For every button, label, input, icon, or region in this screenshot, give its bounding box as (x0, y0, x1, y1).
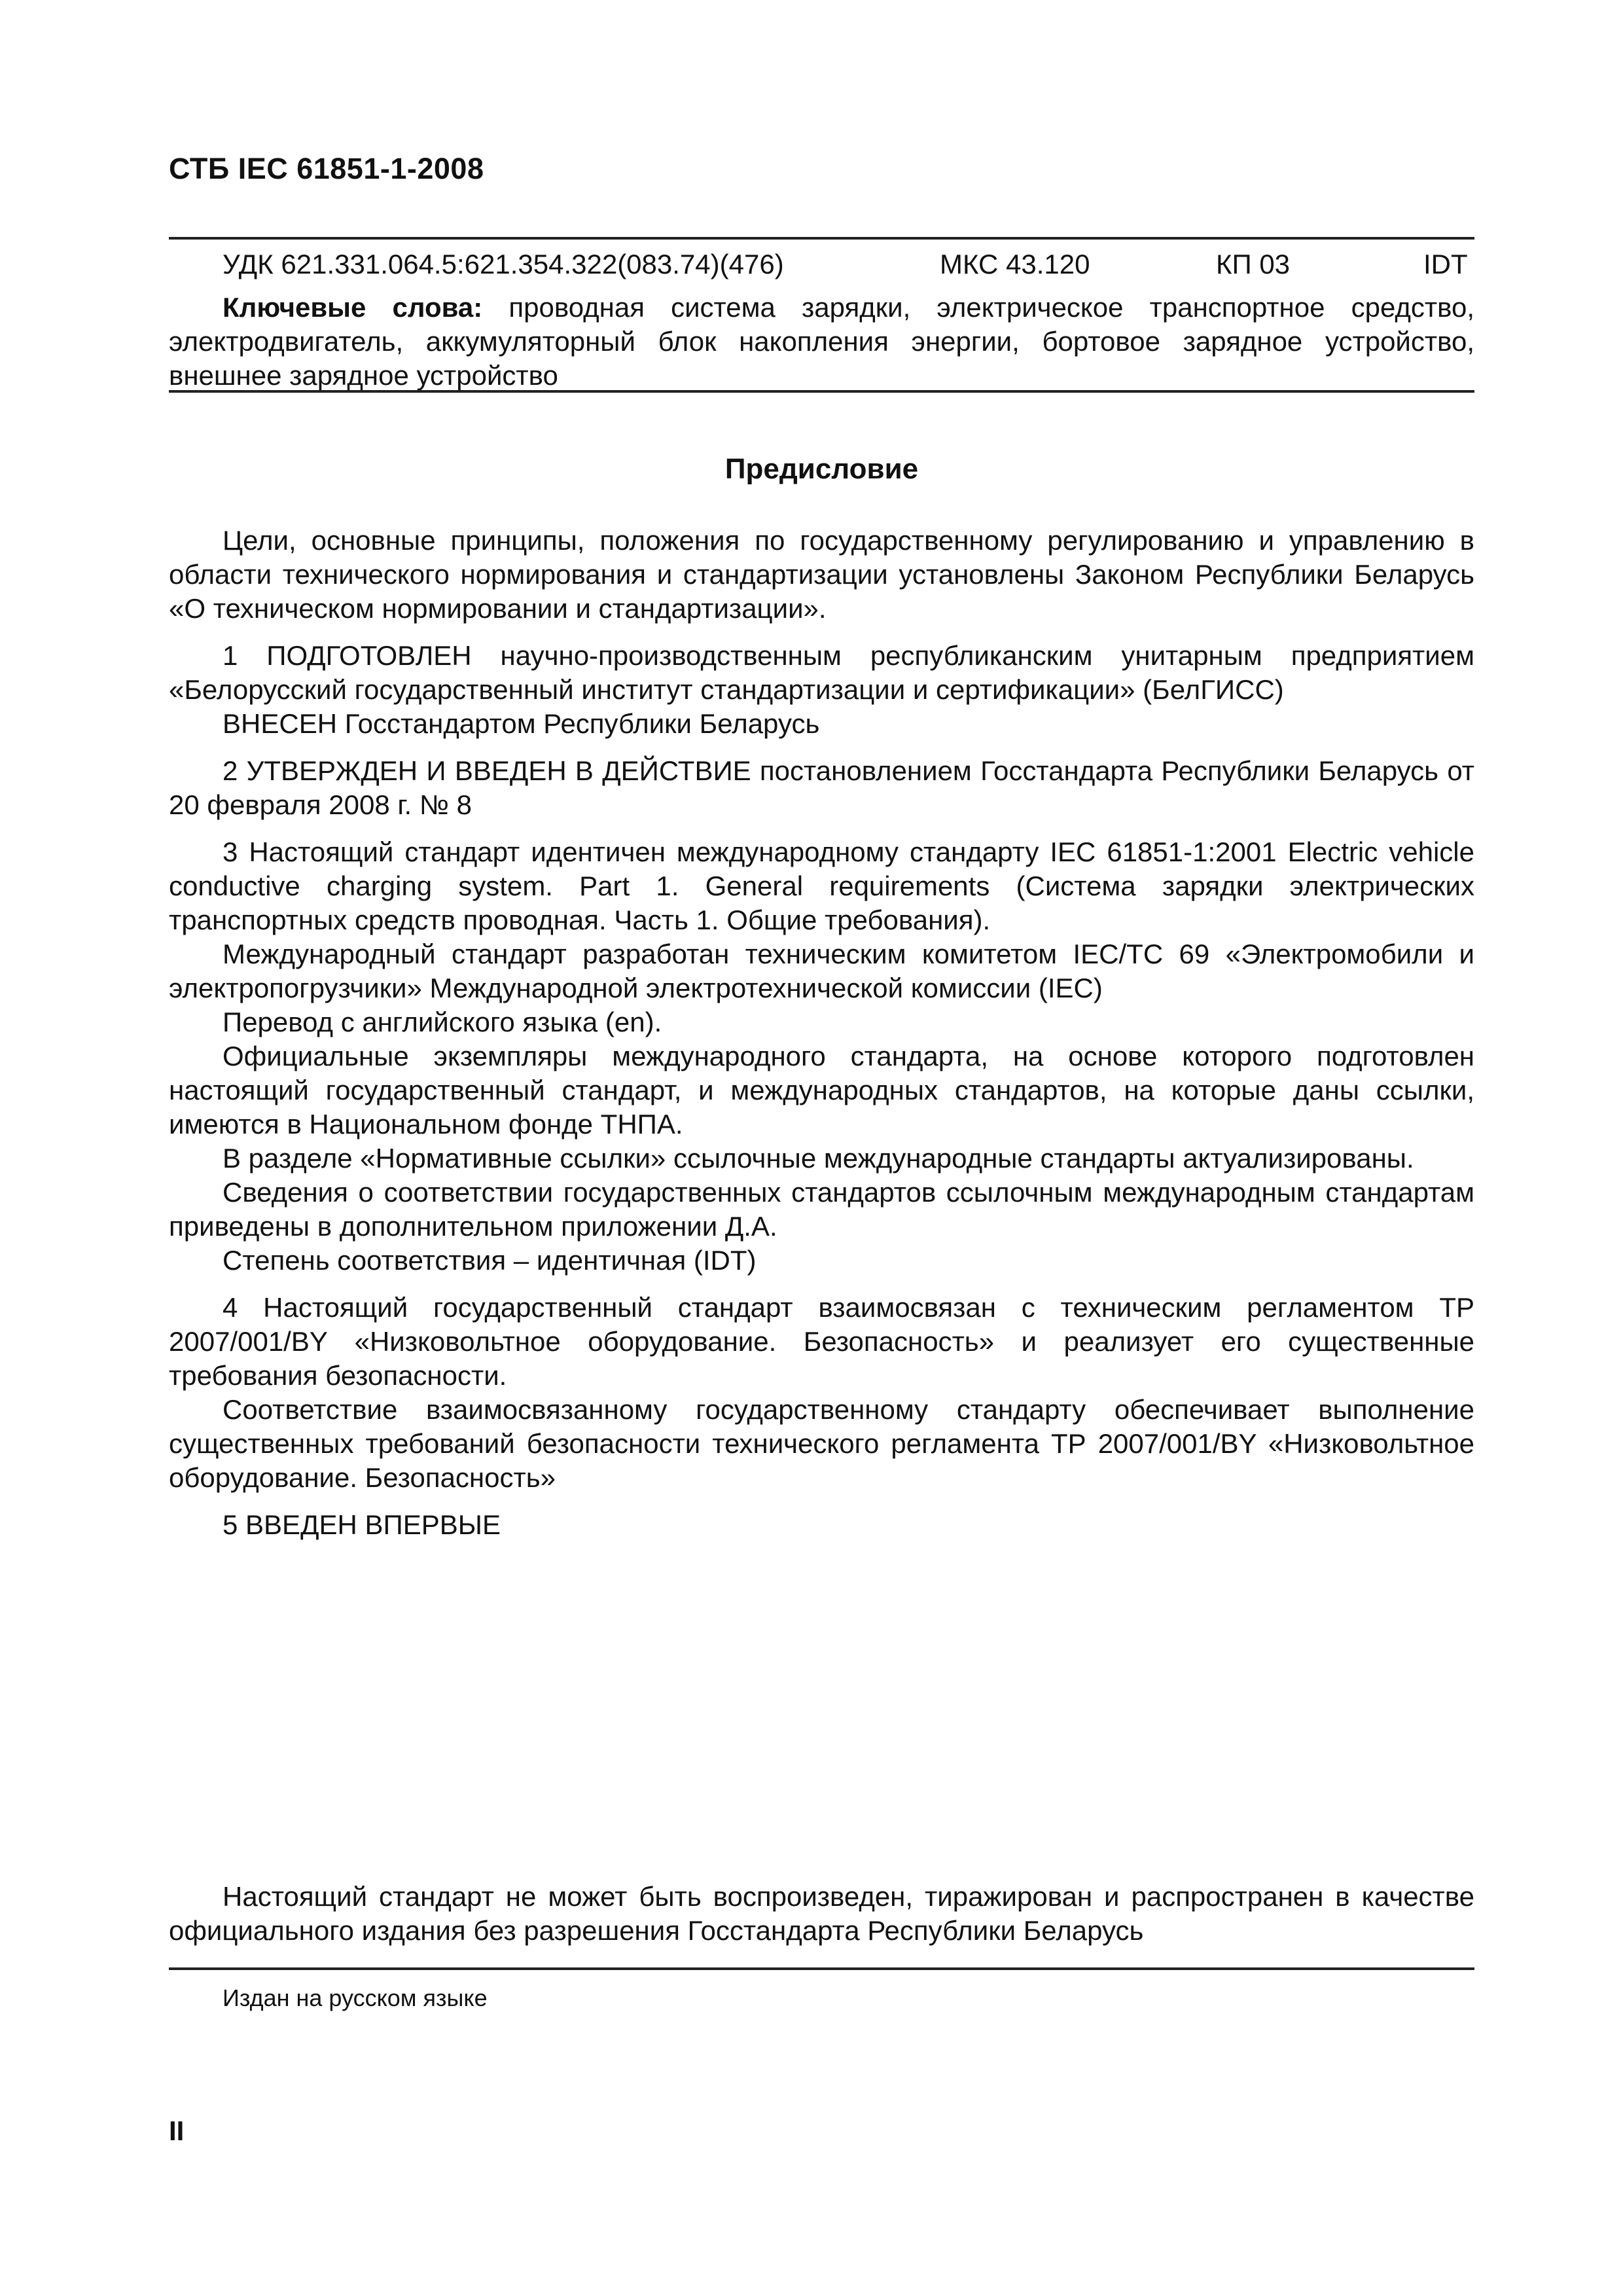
keywords-label: Ключевые слова: (223, 292, 483, 323)
footer-rule (169, 1967, 1474, 1970)
paragraph-first-introduced: 5 ВВЕДЕН ВПЕРВЫЕ (223, 1509, 501, 1540)
published-language: Издан на русском языке (223, 1984, 488, 2011)
keywords-rule (169, 390, 1474, 393)
paragraph-compliance: Соответствие взаимосвязанному государственному стандарту обеспечивает выполнение существенных требований безопасности технического регламента ТР 2007/001/BY «Низковольтное оборудование. Безопасность» (169, 1394, 1474, 1493)
paragraph-goals: Цели, основные принципы, положения по государственному регулированию и управлению в области технического нормирования и стандартизации установлены Законом Республики Беларусь «О техническом нормировании и стандартизации». (169, 525, 1474, 624)
reproduction-notice: Настоящий стандарт не может быть воспроизведен, тиражирован и распространен в качестве официального издания без разрешения Госстандарта Республики Беларусь (169, 1881, 1474, 1946)
degree-code: IDT (1423, 249, 1468, 279)
foreword-body (169, 524, 1474, 1542)
udk-code: УДК 621.331.064.5:621.354.322(083.74)(476) (223, 249, 784, 279)
foreword-title: Предисловие (724, 453, 919, 485)
paragraph-degree: Степень соответствия – идентичная (IDT) (223, 1245, 757, 1276)
page-number: II (169, 2115, 185, 2146)
keywords-block (169, 291, 1474, 393)
paragraph-correspondence: Сведения о соответствии государственных стандартов ссылочным международным стандартам приведены в дополнительном приложении Д.А. (169, 1177, 1474, 1242)
paragraph-prepared: 1 ПОДГОТОВЛЕН научно-производственным республиканским унитарным предприятием «Белорусский государственный институт стандартизации и сертификации» (БелГИСС) (169, 640, 1474, 705)
paragraph-normative-refs: В разделе «Нормативные ссылки» ссылочные международные стандарты актуализированы. (223, 1143, 1414, 1174)
paragraph-translation: Перевод с английского языка (en). (223, 1007, 662, 1037)
kp-code: КП 03 (1216, 249, 1291, 279)
paragraph-identical: 3 Настоящий стандарт идентичен международному стандарту IEC 61851-1:2001 Electric vehicle conductive charging system. Part 1. General requirements (Система зарядки электрических транспортных средств проводная. Часть 1. Общие требования). (169, 836, 1474, 935)
paragraph-approved: 2 УТВЕРЖДЕН И ВВЕДЕН В ДЕЙСТВИЕ постановлением Госстандарта Республики Беларусь от 20 февраля 2008 г. № 8 (169, 755, 1474, 820)
paragraph-official-copies: Официальные экземпляры международного стандарта, на основе которого подготовлен настоящий государственный стандарт, и международных стандартов, на которые даны ссылки, имеются в Национальном фонде ТНПА. (169, 1041, 1474, 1139)
mks-code: МКС 43.120 (940, 249, 1090, 279)
top-rule (169, 237, 1474, 240)
keywords-text: проводная система зарядки, электрическое транспортное средство, электродвигатель, аккумуляторный блок накопления энергии, бортовое зарядное устройство, внешнее зарядное устройство (169, 292, 1474, 391)
paragraph-committee: Международный стандарт разработан техническим комитетом IEC/TC 69 «Электромобили и электропогрузчики» Международной электротехнической комиссии (IEC) (169, 939, 1474, 1003)
document-code: СТБ IEC 61851-1-2008 (169, 152, 484, 185)
paragraph-regulation: 4 Настоящий государственный стандарт взаимосвязан с техническим регламентом ТР 2007/001/BY «Низковольтное оборудование. Безопасность» и реализует его существенные требования безопасности. (169, 1292, 1474, 1391)
paragraph-introduced: ВНЕСЕН Госстандартом Республики Беларусь (223, 708, 820, 739)
